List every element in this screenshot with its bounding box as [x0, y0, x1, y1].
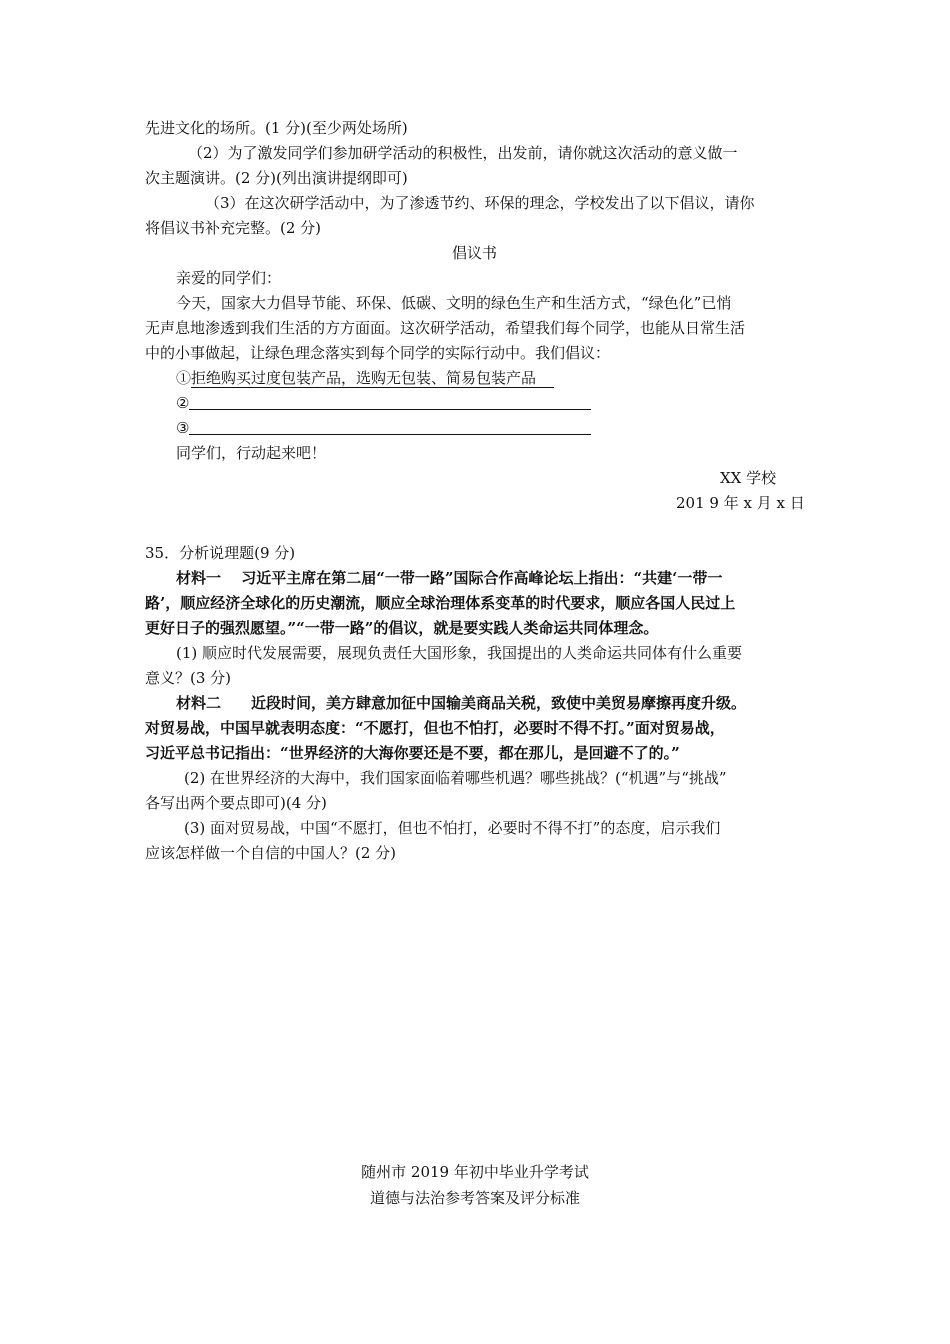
- footer-title-line-2: 道德与法治参考答案及评分标准: [369, 1189, 580, 1207]
- material-1-line-1: 材料一 习近平主席在第二届“一带一路”国际合作高峰论坛上指出：“共建‘一带一: [176, 569, 723, 587]
- material-2-line-2: 对贸易战，中国早就表明态度：“不愿打，但也不怕打，必要时不得不打。”面对贸易战，: [145, 719, 725, 737]
- q35-1-line-2: 意义？(3 分): [145, 669, 232, 687]
- item-2-blank[interactable]: [189, 393, 591, 410]
- q35-2-line-1: (2) 在世界经济的大海中，我们国家面临着哪些机遇？哪些挑战？(“机遇”与“挑战”: [184, 769, 727, 787]
- q35-3-line-2: 应该怎样做一个自信的中国人？(2 分): [145, 844, 397, 862]
- q1-answer-tail: 先进文化的场所。(1 分)(至少两处场所): [145, 119, 408, 137]
- item-2-marker: ②: [176, 394, 190, 412]
- q35-1-line-1: (1) 顺应时代发展需要，展现负责任大国形象，我国提出的人类命运共同体有什么重要: [176, 644, 743, 662]
- proposal-body-line-2: 无声息地渗透到我们生活的方方面面。这次研学活动，希望我们每个同学，也能从日常生活: [145, 319, 746, 337]
- item-1-text: 拒绝购买过度包装产品，选购无包装、简易包装产品: [191, 369, 554, 388]
- proposal-body-line-3: 中的小事做起，让绿色理念落实到每个同学的实际行动中。我们倡议：: [145, 344, 611, 362]
- q35-3-line-1: (3) 面对贸易战，中国“不愿打，但也不怕打，必要时不得不打”的态度，启示我们: [184, 819, 721, 837]
- material-1-line-3: 更好日子的强烈愿望。”“一带一路”的倡议，就是要实践人类命运共同体理念。: [145, 619, 659, 637]
- q3-line-1: （3）在这次研学活动中，为了渗透节约、环保的理念，学校发出了以下倡议，请你: [205, 194, 755, 212]
- material-2-line-3: 习近平总书记指出：“世界经济的大海你要还是不要，都在那儿，是回避不了的。”: [145, 744, 680, 762]
- item-3-blank[interactable]: [189, 418, 591, 435]
- proposal-title: 倡议书: [452, 244, 498, 262]
- proposal-item-1: [176, 368, 554, 388]
- item-1-marker: ①: [176, 369, 192, 387]
- q35-2-line-2: 各写出两个要点即可)(4 分): [145, 794, 327, 812]
- proposal-item-2: [176, 393, 591, 413]
- proposal-closing: 同学们，行动起来吧！: [176, 444, 327, 462]
- item-3-marker: ③: [176, 419, 190, 437]
- q2-line-2: 次主题演讲。(2 分)(列出演讲提纲即可): [145, 169, 408, 187]
- proposal-signature: XX 学校: [720, 469, 777, 487]
- material-2-line-1: 材料二 近段时间，美方肆意加征中国输美商品关税，致使中美贸易摩擦再度升级。: [176, 694, 747, 712]
- proposal-greeting: 亲爱的同学们：: [176, 269, 282, 287]
- proposal-body-line-1: 今天，国家大力倡导节能、环保、低碳、文明的绿色生产和生活方式，“绿色化”已悄: [176, 294, 732, 312]
- section-35-heading: 35．分析说理题(9 分): [145, 544, 296, 562]
- q2-line-1: （2）为了激发同学们参加研学活动的积极性，出发前，请你就这次活动的意义做一: [188, 144, 738, 162]
- footer-title-line-1: 随州市 2019 年初中毕业升学考试: [361, 1163, 589, 1181]
- material-1-line-2: 路’，顺应经济全球化的历史潮流，顺应全球治理体系变革的时代要求，顺应各国人民过上: [145, 594, 736, 612]
- q3-line-2: 将倡议书补充完整。(2 分): [145, 219, 322, 237]
- proposal-date: 201 9 年 x 月 x 日: [676, 494, 805, 512]
- proposal-item-3: [176, 418, 591, 438]
